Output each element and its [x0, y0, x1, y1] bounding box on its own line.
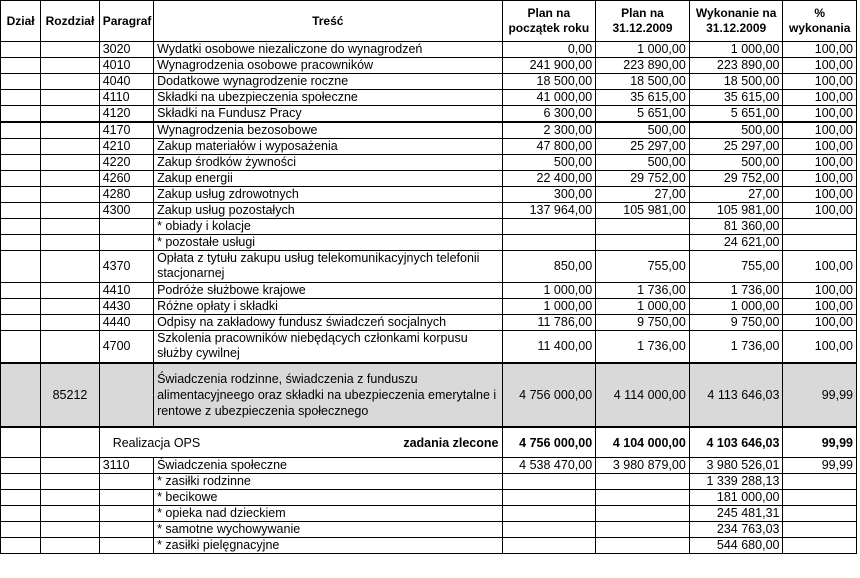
wykonanie-cell: 544 680,00: [689, 538, 783, 554]
paragraf-cell: [99, 235, 153, 251]
plan-end-cell: 755,00: [596, 251, 690, 283]
tresc-cell: * pozostałe usługi: [154, 235, 502, 251]
tresc-cell: Wynagrodzenia osobowe pracowników: [154, 58, 502, 74]
rozdzial-cell: [41, 122, 99, 139]
rozdzial-cell: [41, 187, 99, 203]
plan-start-cell: 137 964,00: [502, 203, 596, 219]
rozdzial-cell: [41, 331, 99, 364]
procent-cell: 100,00: [783, 58, 857, 74]
tresc-cell: Szkolenia pracowników niebędących członkami korpusu służby cywilnej: [154, 331, 502, 364]
plan-start-cell: [502, 522, 596, 538]
plan-start-cell: 18 500,00: [502, 74, 596, 90]
dzial-cell: [1, 219, 41, 235]
table-row: [1, 331, 857, 364]
tresc-cell: * obiady i kolacje: [154, 219, 502, 235]
paragraf-cell: 4120: [99, 106, 153, 123]
paragraf-cell: 4210: [99, 139, 153, 155]
dzial-cell: [1, 203, 41, 219]
plan-end-cell: 1 000,00: [596, 42, 690, 58]
procent-cell: [783, 219, 857, 235]
rozdzial-cell: [41, 106, 99, 123]
table-row: [1, 171, 857, 187]
plan-end-cell: 1 736,00: [596, 331, 690, 364]
rozdzial-cell: [41, 490, 99, 506]
realizacja-left: Realizacja OPS: [112, 435, 201, 450]
rozdzial-cell: [41, 139, 99, 155]
procent-cell: 100,00: [783, 283, 857, 299]
paragraf-cell: 3110: [99, 458, 153, 474]
plan-end-cell: [596, 538, 690, 554]
plan-start-cell: 241 900,00: [502, 58, 596, 74]
wykonanie-cell: 1 339 288,13: [689, 474, 783, 490]
dzial-cell: [1, 58, 41, 74]
rozdzial-cell: [41, 171, 99, 187]
dzial-cell: [1, 171, 41, 187]
procent-cell: 100,00: [783, 171, 857, 187]
procent-cell: 100,00: [783, 90, 857, 106]
procent-cell: 100,00: [783, 139, 857, 155]
rozdzial-cell: [41, 522, 99, 538]
table-row: [1, 187, 857, 203]
plan-start-cell: 300,00: [502, 187, 596, 203]
plan-start-cell: [502, 474, 596, 490]
plan-end-cell: [596, 474, 690, 490]
wykonanie-cell: 181 000,00: [689, 490, 783, 506]
table-row: [1, 474, 857, 490]
rozdzial-cell: [41, 315, 99, 331]
plan-end-cell: [596, 219, 690, 235]
plan-start-cell: 500,00: [502, 155, 596, 171]
dzial-cell: [1, 42, 41, 58]
dzial-cell: [1, 490, 41, 506]
paragraf-cell: 4260: [99, 171, 153, 187]
wykonanie-cell: 1 736,00: [689, 331, 783, 364]
table-row: [1, 283, 857, 299]
wykonanie-cell: 29 752,00: [689, 171, 783, 187]
plan-start-cell: 6 300,00: [502, 106, 596, 123]
table-row: [1, 490, 857, 506]
procent-cell: 100,00: [783, 155, 857, 171]
plan-start-cell: 1 000,00: [502, 299, 596, 315]
plan-start-cell: [502, 538, 596, 554]
tresc-cell: * zasiłki pielęgnacyjne: [154, 538, 502, 554]
paragraf-cell: 4410: [99, 283, 153, 299]
wykonanie-cell: 234 763,03: [689, 522, 783, 538]
tresc-cell: Zakup energii: [154, 171, 502, 187]
tresc-cell: * becikowe: [154, 490, 502, 506]
procent-cell: [783, 538, 857, 554]
paragraf-cell: [99, 538, 153, 554]
plan-start-cell: 4 756 000,00: [502, 363, 596, 427]
dzial-cell: [1, 106, 41, 123]
tresc-cell: Odpisy na zakładowy fundusz świadczeń socjalnych: [154, 315, 502, 331]
plan-end-cell: 1 736,00: [596, 283, 690, 299]
rozdzial-cell: [41, 538, 99, 554]
table-row: [1, 155, 857, 171]
plan-start-cell: 4 756 000,00: [502, 427, 596, 458]
dzial-cell: [1, 315, 41, 331]
plan-start-cell: 47 800,00: [502, 139, 596, 155]
dzial-cell: [1, 235, 41, 251]
table-row: [1, 315, 857, 331]
plan-end-cell: 1 000,00: [596, 299, 690, 315]
dzial-cell: [1, 90, 41, 106]
wykonanie-cell: 35 615,00: [689, 90, 783, 106]
plan-start-cell: 2 300,00: [502, 122, 596, 139]
table-row: [1, 522, 857, 538]
paragraf-cell: 4700: [99, 331, 153, 364]
dzial-cell: [1, 474, 41, 490]
rozdzial-cell: [41, 155, 99, 171]
paragraf-cell: 4440: [99, 315, 153, 331]
procent-cell: [783, 522, 857, 538]
header-paragraf: Paragraf: [99, 1, 153, 42]
wykonanie-cell: 755,00: [689, 251, 783, 283]
plan-end-cell: 27,00: [596, 187, 690, 203]
header-plan-end: Plan na 31.12.2009: [596, 1, 690, 42]
plan-end-cell: [596, 490, 690, 506]
procent-cell: 100,00: [783, 106, 857, 123]
tresc-cell: Świadczenia rodzinne, świadczenia z funduszu alimentacyjneego oraz składki na ubezpieczenia emerytalne i rentowe z ubezpieczenia społecznego: [154, 363, 502, 427]
plan-start-cell: [502, 235, 596, 251]
procent-cell: [783, 235, 857, 251]
plan-end-cell: 35 615,00: [596, 90, 690, 106]
tresc-cell: Zakup usług zdrowotnych: [154, 187, 502, 203]
plan-start-cell: 22 400,00: [502, 171, 596, 187]
paragraf-cell: 4300: [99, 203, 153, 219]
wykonanie-cell: 1 000,00: [689, 42, 783, 58]
header-tresc: Treść: [154, 1, 502, 42]
table-row: [1, 506, 857, 522]
paragraf-cell: 4370: [99, 251, 153, 283]
procent-cell: 100,00: [783, 203, 857, 219]
tresc-cell: Różne opłaty i składki: [154, 299, 502, 315]
paragraf-cell: [99, 506, 153, 522]
table-row: [1, 74, 857, 90]
dzial-cell: [1, 458, 41, 474]
tresc-cell: Zakup materiałów i wyposażenia: [154, 139, 502, 155]
tresc-cell: Składki na Fundusz Pracy: [154, 106, 502, 123]
table-row: [1, 58, 857, 74]
paragraf-cell: [99, 219, 153, 235]
paragraf-cell: 4170: [99, 122, 153, 139]
rozdzial-cell: [41, 235, 99, 251]
section-row-85212: [1, 363, 857, 427]
dzial-cell: [1, 251, 41, 283]
procent-cell: 99,99: [783, 363, 857, 427]
plan-start-cell: 11 786,00: [502, 315, 596, 331]
tresc-cell: Wynagrodzenia bezosobowe: [154, 122, 502, 139]
plan-end-cell: 9 750,00: [596, 315, 690, 331]
rozdzial-cell: [41, 427, 99, 458]
plan-end-cell: 4 104 000,00: [596, 427, 690, 458]
wykonanie-cell: 500,00: [689, 155, 783, 171]
paragraf-cell: 4430: [99, 299, 153, 315]
tresc-cell: Świadczenia społeczne: [154, 458, 502, 474]
paragraf-cell: 3020: [99, 42, 153, 58]
wykonanie-cell: 5 651,00: [689, 106, 783, 123]
rozdzial-cell: [41, 458, 99, 474]
wykonanie-cell: 500,00: [689, 122, 783, 139]
wykonanie-cell: 4 103 646,03: [689, 427, 783, 458]
dzial-cell: [1, 283, 41, 299]
dzial-cell: [1, 538, 41, 554]
table-row: [1, 139, 857, 155]
header-wykonanie: Wykonanie na 31.12.2009: [689, 1, 783, 42]
tresc-cell: Dodatkowe wynagrodzenie roczne: [154, 74, 502, 90]
tresc-cell: * samotne wychowywanie: [154, 522, 502, 538]
table-row: [1, 299, 857, 315]
table-row: [1, 106, 857, 123]
dzial-cell: [1, 299, 41, 315]
rozdzial-cell: [41, 219, 99, 235]
dzial-cell: [1, 139, 41, 155]
procent-cell: [783, 490, 857, 506]
procent-cell: [783, 506, 857, 522]
plan-end-cell: 3 980 879,00: [596, 458, 690, 474]
plan-start-cell: [502, 506, 596, 522]
procent-cell: 100,00: [783, 42, 857, 58]
rozdzial-cell: [41, 251, 99, 283]
tresc-cell: * zasiłki rodzinne: [154, 474, 502, 490]
paragraf-cell: 4280: [99, 187, 153, 203]
plan-end-cell: 105 981,00: [596, 203, 690, 219]
wykonanie-cell: 105 981,00: [689, 203, 783, 219]
paragraf-cell: 4040: [99, 74, 153, 90]
plan-end-cell: 18 500,00: [596, 74, 690, 90]
plan-end-cell: 223 890,00: [596, 58, 690, 74]
procent-cell: [783, 474, 857, 490]
dzial-cell: [1, 506, 41, 522]
procent-cell: 100,00: [783, 299, 857, 315]
plan-end-cell: [596, 235, 690, 251]
rozdzial-cell: [41, 203, 99, 219]
tresc-cell: * opieka nad dzieckiem: [154, 506, 502, 522]
paragraf-cell: [99, 474, 153, 490]
header-row: [1, 1, 857, 42]
dzial-cell: [1, 187, 41, 203]
dzial-cell: [1, 522, 41, 538]
paragraf-cell: 4110: [99, 90, 153, 106]
plan-end-cell: [596, 522, 690, 538]
wykonanie-cell: 245 481,31: [689, 506, 783, 522]
plan-end-cell: 4 114 000,00: [596, 363, 690, 427]
rozdzial-cell: [41, 74, 99, 90]
paragraf-cell: 4220: [99, 155, 153, 171]
table-row: [1, 203, 857, 219]
procent-cell: 100,00: [783, 331, 857, 364]
paragraf-cell: [99, 363, 153, 427]
paragraf-cell: [99, 522, 153, 538]
rozdzial-cell: [41, 283, 99, 299]
table-row: [1, 235, 857, 251]
rozdzial-cell: [41, 90, 99, 106]
paragraf-cell: [99, 490, 153, 506]
rozdzial-cell: [41, 299, 99, 315]
plan-end-cell: [596, 506, 690, 522]
procent-cell: 100,00: [783, 251, 857, 283]
procent-cell: 100,00: [783, 74, 857, 90]
table-row: [1, 42, 857, 58]
wykonanie-cell: 9 750,00: [689, 315, 783, 331]
wykonanie-cell: 81 360,00: [689, 219, 783, 235]
dzial-cell: [1, 155, 41, 171]
rozdzial-cell: [41, 58, 99, 74]
plan-end-cell: 25 297,00: [596, 139, 690, 155]
wykonanie-cell: 223 890,00: [689, 58, 783, 74]
plan-end-cell: 500,00: [596, 122, 690, 139]
plan-end-cell: 5 651,00: [596, 106, 690, 123]
plan-start-cell: 1 000,00: [502, 283, 596, 299]
plan-start-cell: [502, 490, 596, 506]
wykonanie-cell: 3 980 526,01: [689, 458, 783, 474]
tresc-cell: Opłata z tytułu zakupu usług telekomunikacyjnych telefonii stacjonarnej: [154, 251, 502, 283]
plan-start-cell: 4 538 470,00: [502, 458, 596, 474]
plan-start-cell: 11 400,00: [502, 331, 596, 364]
wykonanie-cell: 18 500,00: [689, 74, 783, 90]
table-row: [1, 538, 857, 554]
wykonanie-cell: 24 621,00: [689, 235, 783, 251]
table-row: [1, 251, 857, 283]
dzial-cell: [1, 74, 41, 90]
rozdzial-cell: 85212: [41, 363, 99, 427]
wykonanie-cell: 27,00: [689, 187, 783, 203]
table-row: [1, 90, 857, 106]
rozdzial-cell: [41, 42, 99, 58]
realizacja-label: [103, 436, 499, 450]
rozdzial-cell: [41, 506, 99, 522]
realizacja-right: zadania zlecone: [403, 435, 499, 450]
tresc-cell: Podróże służbowe krajowe: [154, 283, 502, 299]
table-row: [1, 122, 857, 139]
paragraf-cell: 4010: [99, 58, 153, 74]
header-rozdzial: Rozdział: [41, 1, 99, 42]
procent-cell: 100,00: [783, 315, 857, 331]
plan-start-cell: 41 000,00: [502, 90, 596, 106]
header-dzial: Dział: [1, 1, 41, 42]
header-plan-start: Plan na początek roku: [502, 1, 596, 42]
dzial-cell: [1, 331, 41, 364]
procent-cell: 99,99: [783, 458, 857, 474]
procent-cell: 100,00: [783, 187, 857, 203]
plan-end-cell: 500,00: [596, 155, 690, 171]
procent-cell: 99,99: [783, 427, 857, 458]
wykonanie-cell: 1 736,00: [689, 283, 783, 299]
dzial-cell: [1, 427, 41, 458]
table-row: [1, 219, 857, 235]
dzial-cell: [1, 363, 41, 427]
tresc-cell: Zakup usług pozostałych: [154, 203, 502, 219]
plan-start-cell: 0,00: [502, 42, 596, 58]
rozdzial-cell: [41, 474, 99, 490]
tresc-cell: Składki na ubezpieczenia społeczne: [154, 90, 502, 106]
wykonanie-cell: 1 000,00: [689, 299, 783, 315]
tresc-cell: Zakup środków żywności: [154, 155, 502, 171]
plan-start-cell: [502, 219, 596, 235]
realizacja-row: [1, 427, 857, 458]
tresc-cell: Wydatki osobowe niezaliczone do wynagrodzeń: [154, 42, 502, 58]
wykonanie-cell: 4 113 646,03: [689, 363, 783, 427]
plan-end-cell: 29 752,00: [596, 171, 690, 187]
realizacja-label-cell: [99, 427, 502, 458]
header-procent: % wykonania: [783, 1, 857, 42]
wykonanie-cell: 25 297,00: [689, 139, 783, 155]
plan-start-cell: 850,00: [502, 251, 596, 283]
dzial-cell: [1, 122, 41, 139]
table-row: [1, 458, 857, 474]
procent-cell: 100,00: [783, 122, 857, 139]
